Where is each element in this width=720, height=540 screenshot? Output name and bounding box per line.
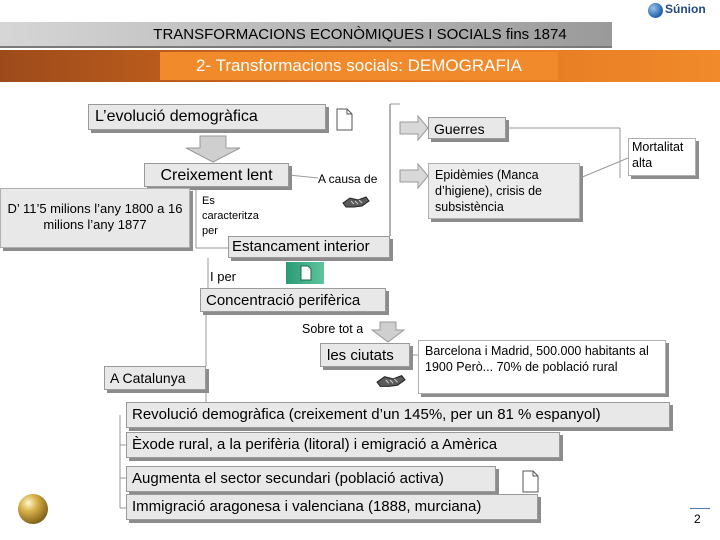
page-number-label: 2 (694, 512, 701, 526)
node-evolucio (88, 104, 326, 130)
node-label: L’evolució demogràfica (95, 108, 258, 125)
node-label: Immigració aragonesa i valenciana (1888, murciana) (132, 498, 482, 515)
node-epidemies (428, 163, 580, 219)
node-label: Augmenta el sector secundari (població activa) (132, 470, 444, 487)
node-label: Concentració perifèrica (206, 292, 361, 309)
globe-logo-icon (648, 3, 663, 18)
node-mortalitat (628, 138, 696, 176)
node-label: Guerres (434, 121, 485, 137)
node-ciutats (320, 343, 410, 367)
orb-icon (18, 494, 48, 524)
page-subtitle: 2- Transformacions socials: DEMOGRAFIA (196, 56, 522, 75)
node-creixement (144, 163, 289, 187)
label-i-per: I per (210, 269, 237, 284)
label-sobre-tot: Sobre tot a (302, 322, 364, 336)
down-arrow (186, 136, 240, 162)
node-label: Barcelona i Madrid, 500.000 habitants al 1900 Però... 70% de població rural (425, 344, 649, 374)
page-number (690, 508, 710, 530)
document-icon (334, 108, 354, 132)
handshake-icon (376, 372, 406, 390)
arrow-ciutats (372, 322, 404, 342)
node-catalunya (104, 366, 206, 390)
node-label: Èxode rural, a la perifèria (litoral) i emigració a Amèrica (132, 436, 498, 453)
node-exode (126, 432, 560, 458)
label-causa: A causa de (318, 172, 378, 186)
arrow-epidemies (400, 164, 428, 188)
logo (648, 2, 718, 20)
logo-text: Súnion (665, 2, 706, 16)
connector (580, 158, 628, 178)
node-label: A Catalunya (110, 370, 186, 386)
node-guerres (428, 117, 506, 139)
node-label: Creixement lent (160, 167, 273, 184)
node-immigracio (126, 494, 538, 520)
node-revolucio (126, 402, 670, 428)
arrow-guerres (400, 116, 428, 140)
node-estancament (228, 236, 390, 258)
page-title: TRANSFORMACIONS ECONÒMIQUES I SOCIALS fins 1874 (153, 26, 567, 43)
label-es-caracteritza: Es caracteritza per (202, 195, 259, 237)
handshake-icon (342, 194, 370, 210)
node-label: Revolució demogràfica (creixement d’un 145%, per un 81 % espanyol) (132, 406, 601, 423)
node-milions (0, 188, 190, 248)
page-number-rule (690, 508, 710, 509)
node-label: Mortalitat alta (632, 140, 684, 170)
node-augmenta (126, 466, 496, 492)
node-label: Epidèmies (Manca d’higiene), crisis de subsistència (435, 168, 542, 214)
connector (289, 175, 318, 178)
node-concentracio (200, 288, 386, 312)
document-icon (520, 470, 540, 494)
node-label: les ciutats (327, 347, 394, 364)
node-label: Estancament interior (232, 238, 370, 255)
node-label: D’ 11’5 milions l’any 1800 a 16 milions l’any 1877 (7, 201, 183, 232)
node-barcelona (418, 340, 666, 394)
green-document-icon (286, 262, 324, 284)
